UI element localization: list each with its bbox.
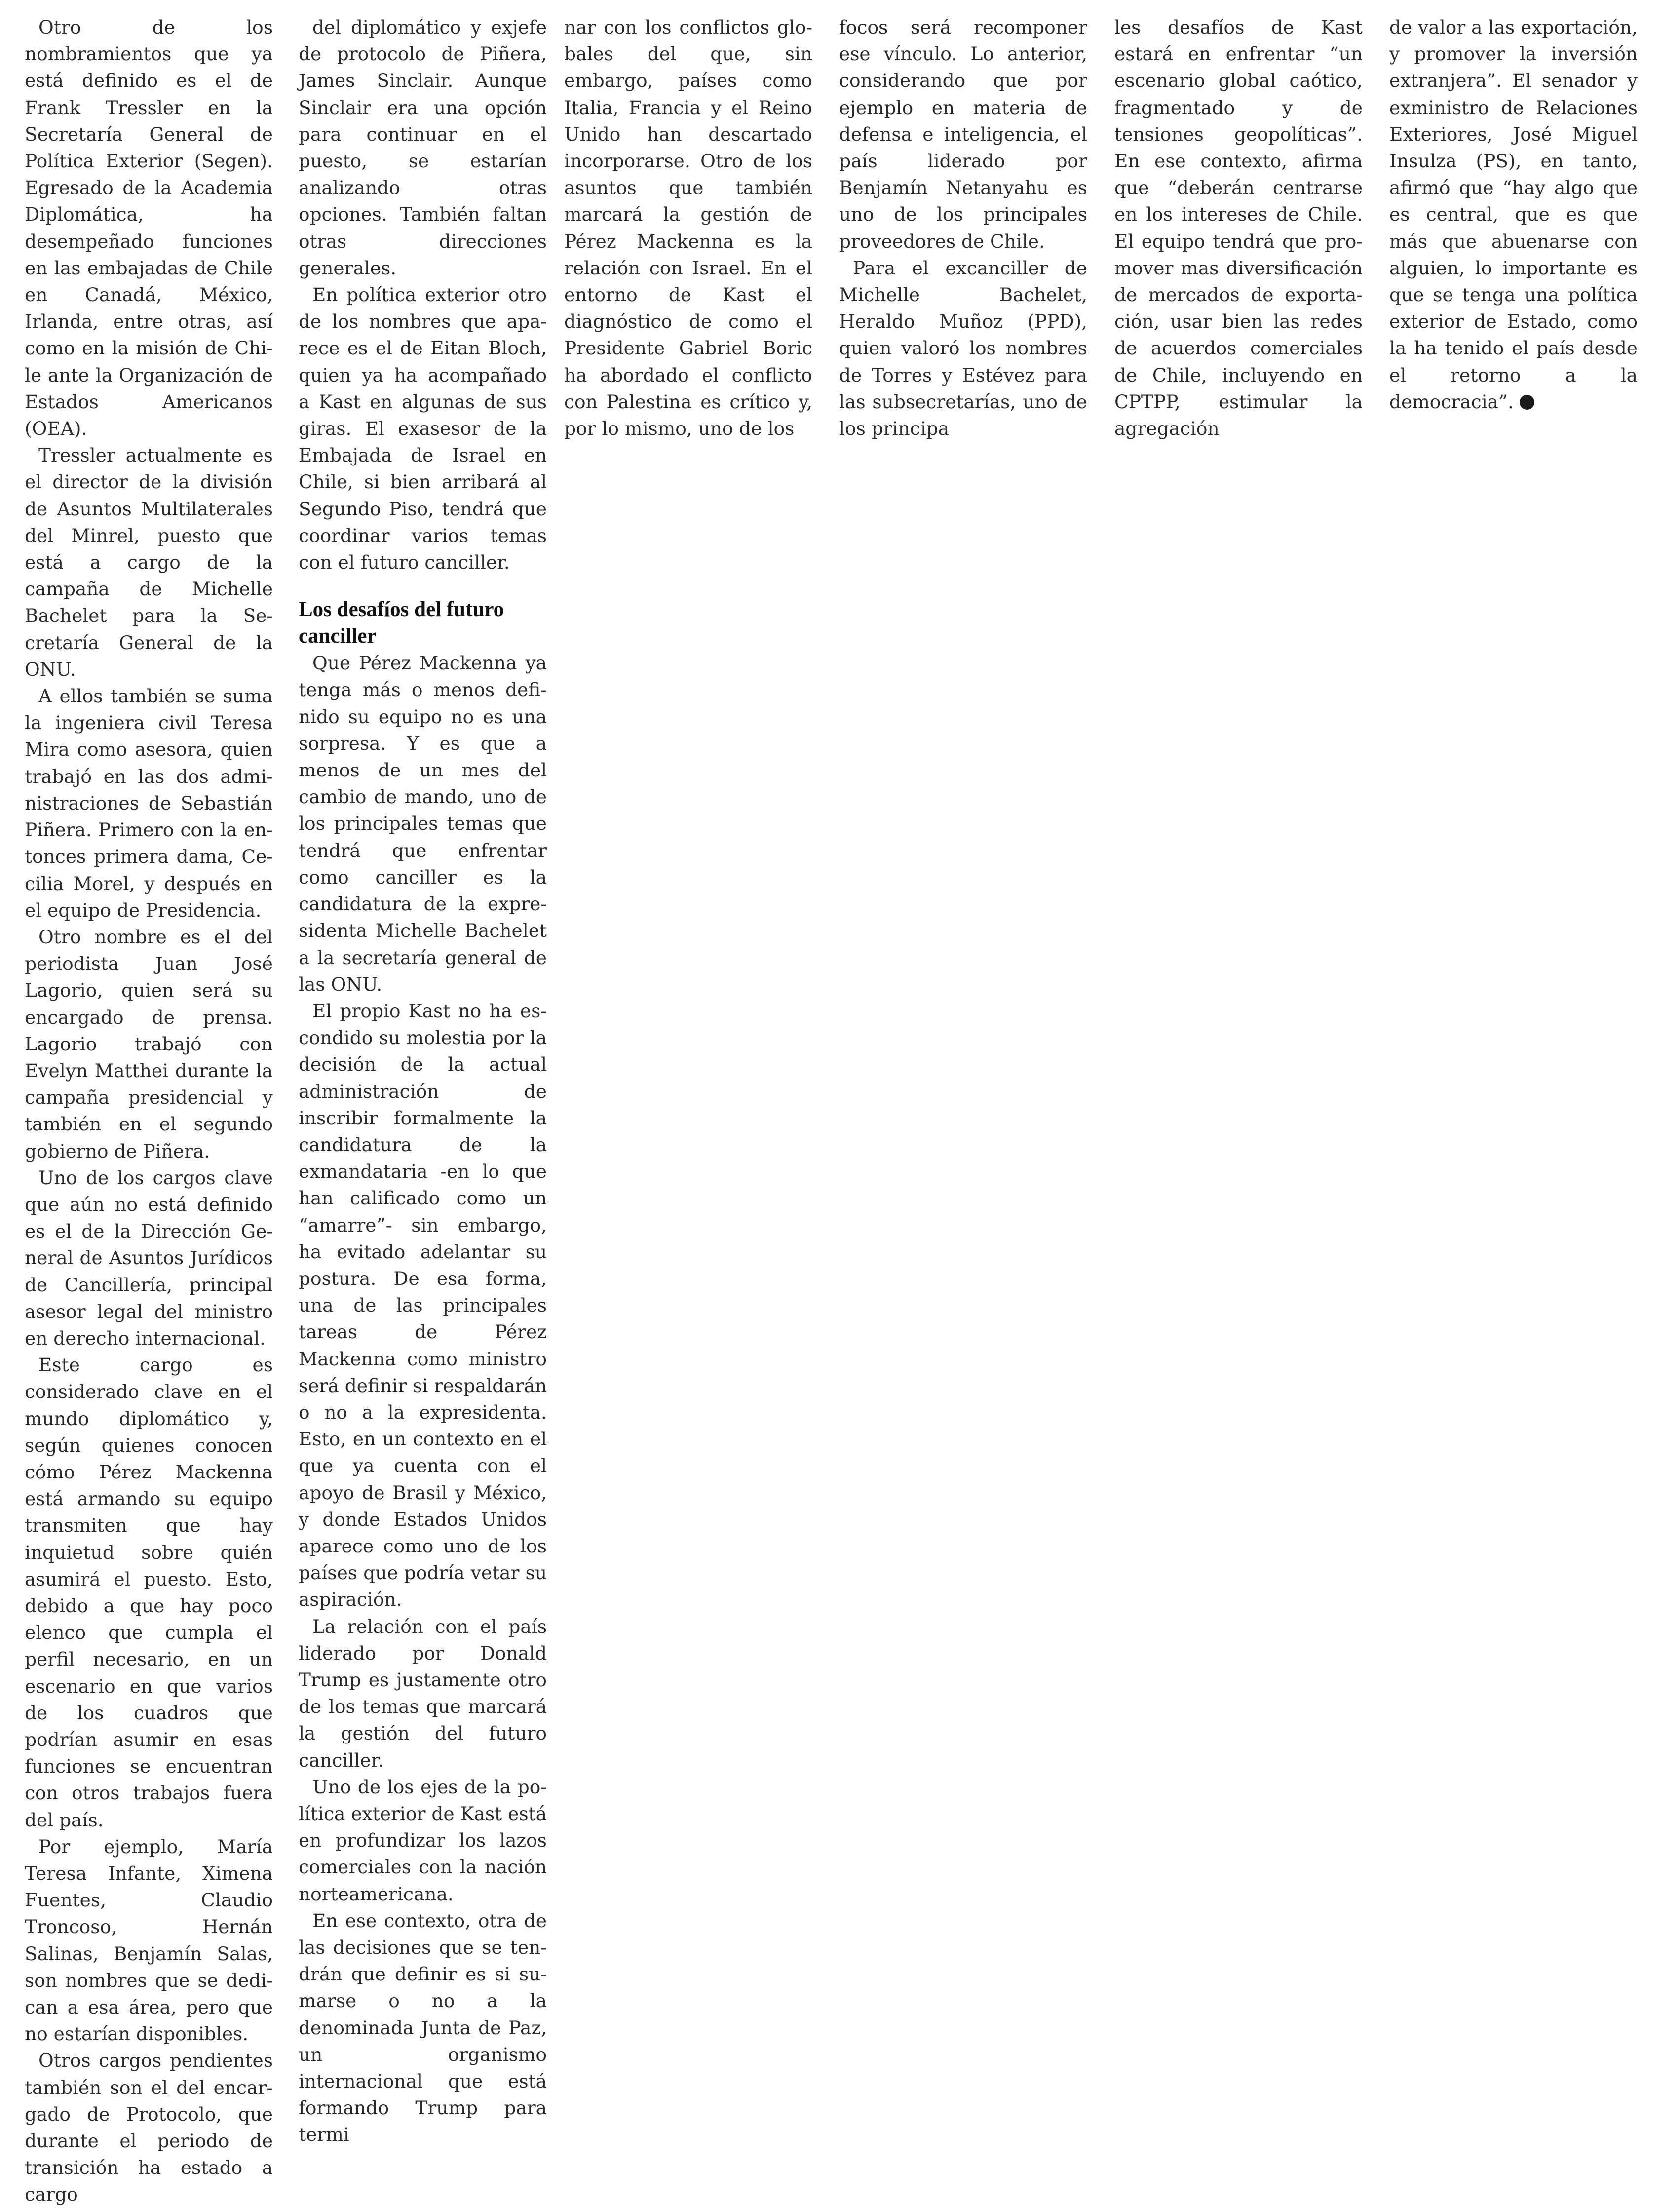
article-column-6 <box>1389 14 1638 415</box>
paragraph: Este cargo es considerado clave en el mundo diplomático y, según quienes conocen cómo Pérez Mackenna está armando su equipo transmiten que hay inquietud sobre quién asumirá el puesto. Esto, debido a que hay poco elenco que cumpla el perfil necesario, en un escenario en que varios de los cuadros que podrían asumir en esas funciones se encuentran con otros trabajos fuera del país. <box>25 1354 273 1831</box>
article-column-1 <box>25 14 273 2208</box>
paragraph: de valor a las exportación, y promover la inversión extranjera”. El senador y exministro de Relaciones Exteriores, José Miguel Insulza (PS), en tanto, afirmó que “hay algo que es central, que es que más que abuenarse con alguien, lo importante es que se tenga una política exterior de Estado, como la ha tenido el país desde el retorno a la democracia”. <box>1389 16 1638 413</box>
paragraph: del diplomático y exjefe de protocolo de Piñera, James Sinclair. Aunque Sinclair era una opción para continuar en el puesto, se estarían analizando otras opciones. También faltan otras direcciones generales. <box>299 16 547 279</box>
paragraph: En política exterior otro de los nombres que aparece es el de Eitan Bloch, quien ya ha acompañado a Kast en algunas de sus giras. El exasesor de la Embajada de Israel en Chile, si bien arribará al Segundo Piso, tendrá que coordinar varios temas con el futuro canciller. <box>299 284 547 574</box>
article-column-3 <box>564 14 812 442</box>
paragraph: Otro de los nombramientos que ya está definido es el de Frank Tressler en la Secretaría General de Política Exterior (Segen). Egresado de la Academia Diplomática, ha desempeñado funciones en las embajadas de Chile en Canadá, México, Irlanda, entre otras, así como en la misión de Chile ante la Organización de Estados Americanos (OEA). <box>25 16 273 440</box>
paragraph: focos será recomponer ese vínculo. Lo anterior, considerando que por ejemplo en materia de defensa e inteligencia, el país liderado por Benjamín Netanyahu es uno de los principales proveedores de Chile. <box>839 16 1087 252</box>
paragraph: Por ejemplo, María Teresa Infante, Ximena Fuentes, Claudio Troncoso, Hernán Salinas, Benjamín Salas, son nombres que se dedican a esa área, pero que no estarían disponibles. <box>25 1835 273 2045</box>
paragraph: Uno de los cargos clave que aún no está definido es el de la Dirección General de Asuntos Jurídicos de Cancillería, principal asesor legal del ministro en derecho internacional. <box>25 1166 273 1349</box>
paragraph: nar con los conflictos globales del que, sin embargo, países como Italia, Francia y el Reino Unido han descartado incorporarse. Otro de los asuntos que también marcará la gestión de Pérez Mackenna es la relación con Israel. En el entorno de Kast el diagnóstico de como el Presidente Gabriel Boric ha abordado el conflicto con Palestina es crítico y, por lo mismo, uno de los <box>564 16 812 440</box>
paragraph: les desafíos de Kast estará en enfrentar “un escenario global caótico, fragmentado y de tensiones geopolíticas”. En ese contexto, afirma que “deberán centrarse en los intereses de Chile. El equipo tendrá que promover mas diversificación de mercados de exportación, usar bien las redes de acuerdos comerciales de Chile, incluyendo en CPTPP, estimular la agregación <box>1114 16 1363 440</box>
paragraph: Otro nombre es el del periodista Juan José Lagorio, quien será su encargado de prensa. Lagorio trabajó con Evelyn Matthei durante la campaña presidencial y también en el segundo gobierno de Piñera. <box>25 926 273 1162</box>
end-of-article-dot-icon <box>1520 395 1534 410</box>
paragraph: Para el excanciller de Michelle Bachelet, Heraldo Muñoz (PPD), quien valoró los nombres de Torres y Estévez para las subsecretarías, uno de los principa <box>839 257 1087 440</box>
article-column-5 <box>1114 14 1363 442</box>
paragraph: A ellos también se suma la ingeniera civil Teresa Mira como asesora, quien trabajó en las dos administraciones de Sebastián Piñera. Primero con la entonces primera dama, Cecilia Morel, y después en el equipo de Presidencia. <box>25 685 273 921</box>
section-heading: Los desafíos del futuro canciller <box>299 598 504 648</box>
paragraph: Otros cargos pendientes también son el del encargado de Protocolo, que durante el periodo de transición ha estado a cargo <box>25 2050 273 2206</box>
paragraph: Que Pérez Mackenna ya tenga más o menos definido su equipo no es una sorpresa. Y es que a menos de un mes del cambio de mando, uno de los principales temas que tendrá que enfrentar como canciller es la candidatura de la expresidenta Michelle Bachelet a la secretaría general de las ONU. <box>299 652 547 995</box>
article-column-2 <box>299 14 547 2148</box>
paragraph: Uno de los ejes de la política exterior de Kast está en profundizar los lazos comerciales con la nación norteamericana. <box>299 1776 547 1905</box>
paragraph: El propio Kast no ha escondido su molestia por la decisión de la actual administración de inscribir formalmente la candidatura de la exmandataria -en lo que han calificado como un “amarre”- sin embargo, ha evitado adelantar su postura. De esa forma, una de las principales tareas de Pérez Mackenna como ministro será definir si respaldarán o no a la expresidenta. Esto, en un contexto en el que ya cuenta con el apoyo de Brasil y México, y donde Estados Unidos aparece como uno de los países que podría vetar su aspiración. <box>299 1000 547 1611</box>
paragraph: Tressler actualmente es el director de la división de Asuntos Multilaterales del Minrel, puesto que está a cargo de la campaña de Michelle Bachelet para la Secretaría General de la ONU. <box>25 444 273 680</box>
paragraph: En ese contexto, otra de las decisiones que se tendrán que definir es si sumarse o no a la denominada Junta de Paz, un organismo internacional que está formando Trump para termi <box>299 1909 547 2146</box>
article-column-4 <box>839 14 1087 442</box>
paragraph: La relación con el país liderado por Donald Trump es justamente otro de los temas que marcará la gestión del futuro canciller. <box>299 1615 547 1771</box>
